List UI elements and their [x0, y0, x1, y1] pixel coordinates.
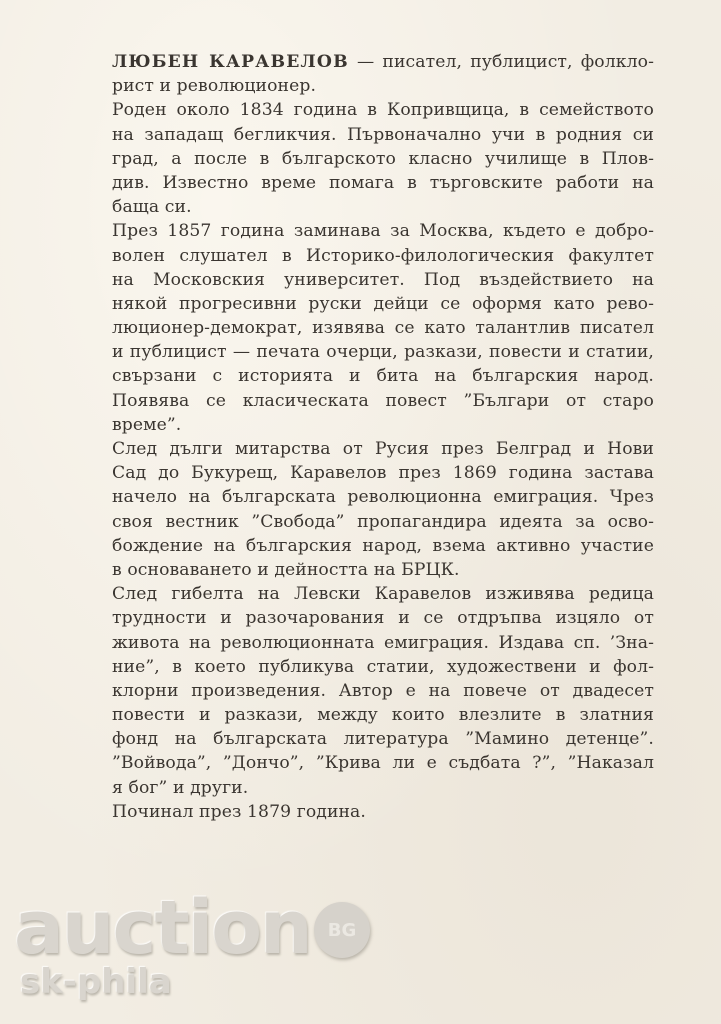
text-line: див. Известно време помага в търговските работи на	[112, 172, 654, 193]
text-line: град, а после в българското класно училище в Плов-	[112, 148, 654, 169]
text-line: трудности и разочарования и се отдръпва изцяло от	[112, 608, 654, 629]
author-name: ЛЮБЕН КАРАВЕЛОВ	[112, 52, 349, 72]
text-line: живота на революционната емиграция. Издава сп. ’Зна-	[112, 632, 654, 653]
text-line: След дълги митарства от Русия през Белград и Нови	[112, 439, 654, 459]
text-line: бождение на българския народ, взема активно участие	[112, 535, 654, 556]
text-line: баща си.	[112, 197, 192, 218]
text-line: някой прогресивни руски дейци се оформя като рево-	[112, 293, 654, 314]
text-line: ЛЮБЕН КАРАВЕЛОВ — писател, публицист, фолкло-	[112, 52, 654, 72]
text-line: на западащ бегликчия. Първоначално учи в родния си	[112, 124, 654, 145]
text-line: в основаването и дейността на БРЦК.	[112, 559, 460, 580]
text-line: време”.	[112, 414, 182, 435]
text-line: волен слушател в Историко-филологическия факултет	[112, 245, 654, 266]
text-line: Роден около 1834 година в Копривщица, в семейството	[112, 100, 654, 121]
text-line: люционер-демократ, изявява се като талантлив писател	[112, 318, 654, 339]
biography-text	[112, 50, 654, 824]
watermark-seller: sk-phila	[20, 962, 172, 1002]
auction-watermark	[14, 885, 357, 1002]
watermark-badge-icon: BG	[314, 902, 370, 958]
text-line: свързани с историята и бита на българския народ.	[112, 366, 654, 387]
text-line: и публицист — печата очерци, разкази, повести и статии,	[112, 342, 654, 363]
text-line: ”Войвода”, ”Дончо”, ”Крива ли е съдбата ?”, ”Наказал	[112, 753, 654, 774]
text-line: ние”, в което публикува статии, художествени и фол-	[112, 656, 654, 677]
text-line: През 1857 година заминава за Москва, където е добро-	[112, 221, 654, 242]
text-line: Починал през 1879 година.	[112, 801, 366, 822]
watermark-logo-text: auction	[14, 885, 311, 971]
text-line: Появява се класическата повест ”Българи от старо	[112, 390, 654, 411]
text-line: на Московския университет. Под въздействието на	[112, 269, 654, 290]
text-line: Сад до Букурещ, Каравелов през 1869 година застава	[112, 463, 654, 484]
text-line: своя вестник ”Свобода” пропагандира идеята за осво-	[112, 511, 654, 532]
text-line: повести и разкази, между които влезлите в златния	[112, 705, 654, 726]
text-line: рист и революционер.	[112, 76, 317, 97]
text-line: фонд на българската литература ”Мамино детенце”.	[112, 729, 654, 750]
text-line: я бог” и други.	[112, 777, 249, 798]
text-line: клорни произведения. Автор е на повече от двадесет	[112, 680, 654, 701]
text-line: След гибелта на Левски Каравелов изживява редица	[112, 584, 654, 605]
text-line: начело на българската революционна емиграция. Чрез	[112, 487, 654, 508]
